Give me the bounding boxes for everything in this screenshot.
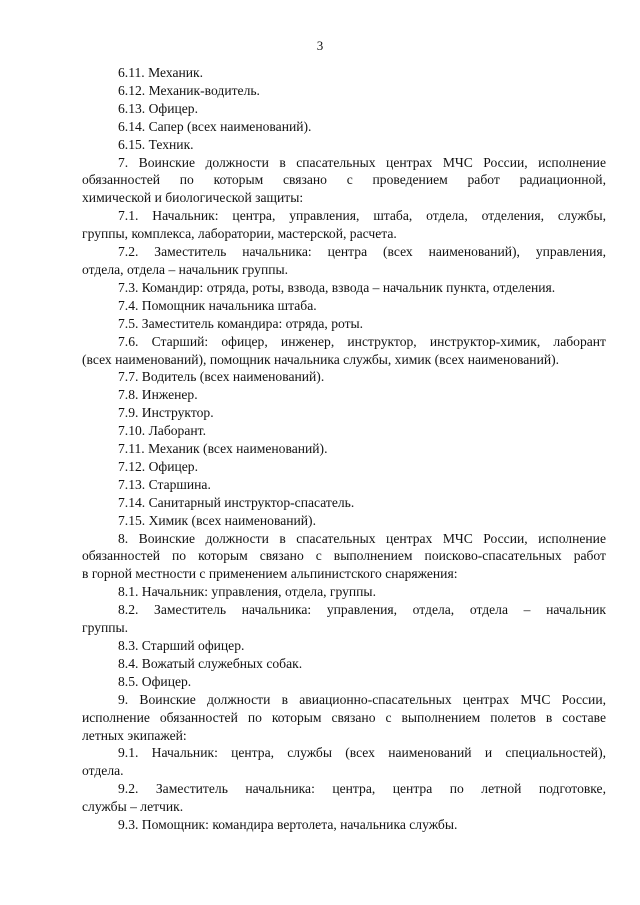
paragraph [82, 583, 606, 601]
text-line: исполнение обязанностей по которым связано с выполнением полетов в составе [82, 709, 606, 725]
paragraph [82, 691, 606, 745]
paragraph [82, 100, 606, 118]
paragraph [82, 476, 606, 494]
paragraph [82, 136, 606, 154]
paragraph [82, 440, 606, 458]
paragraph [82, 333, 606, 369]
paragraph [82, 637, 606, 655]
paragraph [82, 386, 606, 404]
text-line: обязанностей по которым связано с проведением работ радиационной, [82, 172, 606, 188]
paragraph [82, 404, 606, 422]
text-line: 8.1. Начальник: управления, отдела, группы. [118, 584, 376, 600]
text-line: 7.9. Инструктор. [118, 405, 214, 421]
text-line: 7.14. Санитарный инструктор-спасатель. [118, 494, 355, 510]
document-body [82, 64, 606, 834]
paragraph [82, 601, 606, 637]
text-line: 7. Воинские должности в спасательных центрах МЧС России, исполнение [118, 154, 606, 170]
text-line: 8.3. Старший офицер. [118, 638, 245, 653]
paragraph [82, 82, 606, 100]
text-line: 7.4. Помощник начальника штаба. [118, 297, 317, 313]
text-line: отдела. [82, 763, 124, 779]
paragraph [82, 368, 606, 386]
paragraph [82, 744, 606, 780]
text-line: 7.15. Химик (всех наименований). [118, 512, 316, 528]
text-line: 9.2. Заместитель начальника: центра, центра по летной подготовке, [118, 781, 606, 797]
paragraph [82, 458, 606, 476]
paragraph [82, 655, 606, 673]
text-line: 9. Воинские должности в авиационно-спасательных центрах МЧС России, [118, 691, 606, 707]
text-line: (всех наименований), помощник начальника службы, химик (всех наименований). [82, 351, 560, 367]
text-line: 7.5. Заместитель командира: отряда, роты. [118, 315, 364, 331]
text-line: 7.3. Командир: отряда, роты, взвода, взвода – начальник пункта, отделения. [118, 279, 556, 295]
paragraph [82, 512, 606, 530]
text-line: 6.12. Механик-водитель. [118, 82, 260, 98]
text-line: группы. [82, 620, 129, 636]
page-number: 3 [316, 38, 324, 53]
text-line: 7.11. Механик (всех наименований). [118, 441, 328, 457]
text-line: 9.1. Начальник: центра, службы (всех наименований и специальностей), [118, 745, 606, 761]
text-line: 7.6. Старший: офицер, инженер, инструктор, инструктор-химик, лаборант [118, 333, 606, 349]
text-line: 7.13. Старшина. [118, 476, 211, 492]
text-line: 6.13. Офицер. [118, 100, 198, 116]
text-line: 7.1. Начальник: центра, управления, штаба, отдела, отделения, службы, [118, 208, 606, 224]
text-line: 7.12. Офицер. [118, 458, 198, 474]
paragraph [82, 243, 606, 279]
text-line: 7.2. Заместитель начальника: центра (всех наименований), управления, [118, 244, 606, 260]
paragraph [82, 154, 606, 208]
paragraph [82, 315, 606, 333]
text-line: 7.8. Инженер. [118, 387, 198, 403]
paragraph [82, 279, 606, 297]
paragraph [82, 118, 606, 136]
paragraph [82, 816, 606, 834]
text-line: обязанностей по которым связано с выполнением поисково-спасательных работ [82, 548, 606, 564]
text-line: 9.3. Помощник: командира вертолета, начальника службы. [118, 817, 458, 833]
text-line: отдела, отдела – начальник группы. [82, 261, 289, 277]
text-line: 8.2. Заместитель начальника: управления, отдела, отдела – начальник [118, 602, 606, 618]
text-line: 6.15. Техник. [118, 136, 194, 152]
text-line: группы, комплекса, лаборатории, мастерской, расчета. [82, 226, 397, 242]
text-line: химической и биологической защиты: [82, 190, 304, 206]
text-line: летных экипажей: [82, 727, 187, 743]
paragraph [82, 297, 606, 315]
paragraph [82, 494, 606, 512]
paragraph [82, 780, 606, 816]
text-line: 7.7. Водитель (всех наименований). [118, 369, 325, 385]
text-line: в горной местности с применением альпинистского снаряжения: [82, 566, 458, 582]
text-line: 8. Воинские должности в спасательных центрах МЧС России, исполнение [118, 530, 606, 546]
paragraph [82, 422, 606, 440]
paragraph [82, 673, 606, 691]
paragraph [82, 207, 606, 243]
text-line: 6.11. Механик. [118, 65, 204, 80]
text-line: 6.14. Сапер (всех наименований). [118, 118, 312, 134]
paragraph [82, 64, 606, 82]
text-line: службы – летчик. [82, 799, 184, 815]
paragraph [82, 530, 606, 584]
text-line: 7.10. Лаборант. [118, 423, 206, 439]
text-line: 8.5. Офицер. [118, 673, 192, 689]
text-line: 8.4. Вожатый служебных собак. [118, 655, 303, 671]
